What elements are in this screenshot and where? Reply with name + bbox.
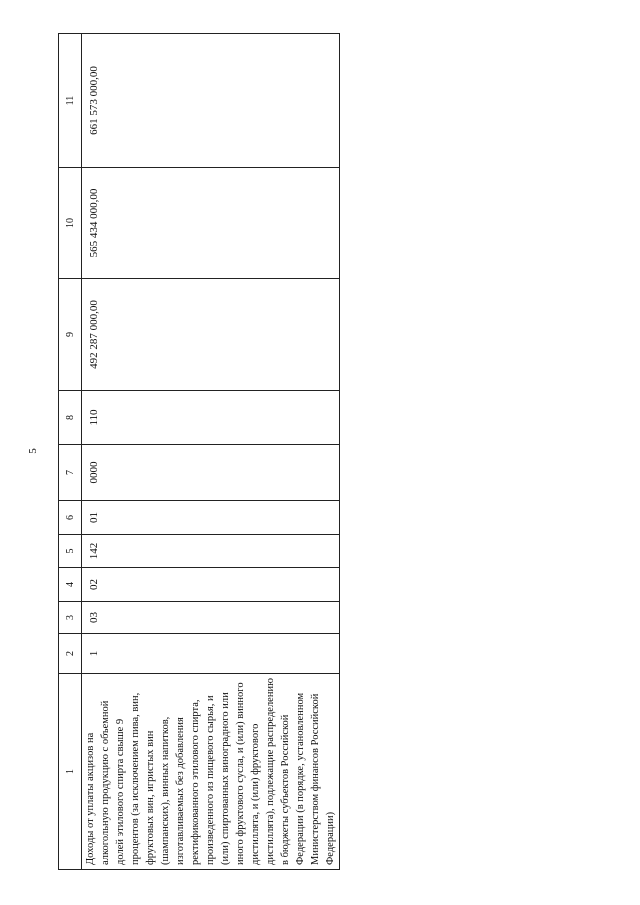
page-number: 5 <box>27 448 39 454</box>
column-header: 3 <box>59 602 82 634</box>
code-cell-subgroup: 02 <box>82 568 340 602</box>
column-header: 4 <box>59 568 82 602</box>
column-header: 6 <box>59 501 82 535</box>
code-cell-element: 01 <box>82 501 340 535</box>
amount-cell-year-3: 661 573 000,00 <box>82 34 340 168</box>
code-cell-program: 0000 <box>82 445 340 501</box>
column-header: 2 <box>59 634 82 674</box>
column-header: 5 <box>59 535 82 568</box>
amount-cell-year-2: 565 434 000,00 <box>82 168 340 279</box>
table-header-row <box>59 34 82 870</box>
column-header: 11 <box>59 34 82 168</box>
code-cell-article: 142 <box>82 535 340 568</box>
budget-revenue-table <box>58 33 340 870</box>
amount-cell-year-1: 492 287 000,00 <box>82 279 340 391</box>
column-header: 1 <box>59 674 82 870</box>
column-header: 9 <box>59 279 82 391</box>
column-header: 10 <box>59 168 82 279</box>
column-header: 8 <box>59 391 82 445</box>
code-cell-admin: 1 <box>82 634 340 674</box>
revenue-description-cell: Доходы от уплаты акцизов на алкогольную продукцию с объемной долей этилового спирта свыше 9 процентов (за исключением пива, вин, фруктовых вин, игристых вин (шампанских), винных напитков, изготавливаемых без добавления ректификованного этилового спирта, произведенного из пищевого сырья, и (или) спиртованных виноградного или иного фруктового сусла, и (или) винного дистиллята, и (или) фруктового дистиллята), подлежащие распределению в бюджеты субъектов Российской Федерации (в порядке, установленном Министерством финансов Российской Федерации) <box>82 674 340 870</box>
column-header: 7 <box>59 445 82 501</box>
rotated-table-wrapper <box>58 34 336 870</box>
table-row <box>82 34 340 870</box>
code-cell-economic: 110 <box>82 391 340 445</box>
code-cell-group: 03 <box>82 602 340 634</box>
